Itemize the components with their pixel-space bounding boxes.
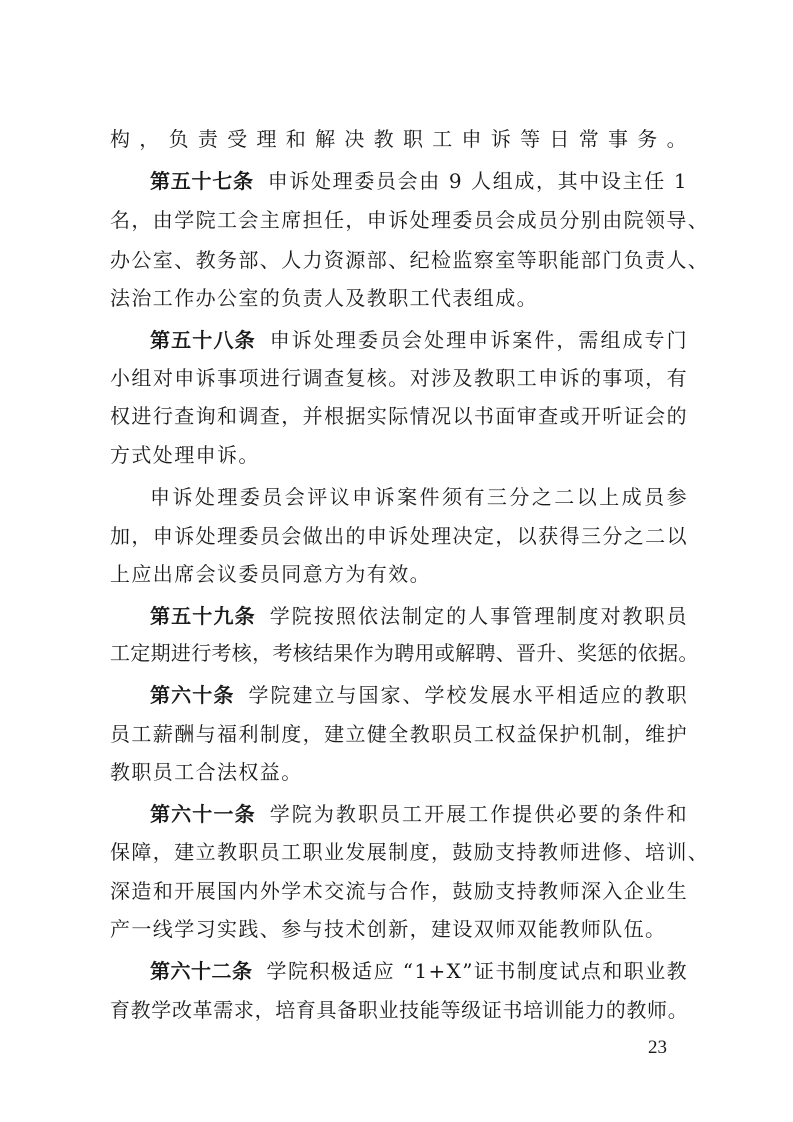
line-text: 学院建立与国家、学校发展水平相适应的教职: [248, 683, 689, 707]
article-58-heading-line: [150, 325, 688, 355]
line-text: 工定期进行考核，考核结果作为聘用或解聘、晋升、奖惩的依据。: [110, 641, 699, 665]
line-text: 申诉处理委员会处理申诉案件，需组成专门: [269, 328, 689, 352]
paragraph-line: [110, 719, 688, 749]
line-text: 申诉处理委员会评议申诉案件须有三分之二以上成员参: [150, 485, 688, 509]
article-57-heading-line: [150, 166, 688, 196]
line-text: 办公室、教务部、人力资源部、纪检监察室等职能部门负责人、: [110, 248, 710, 272]
article-59-heading-line: [150, 601, 688, 631]
line-text: 产一线学习实践、参与技术创新，建设双师双能教师队伍。: [110, 917, 667, 941]
paragraph-line: [110, 837, 710, 867]
paragraph-line: [110, 245, 710, 275]
article-number-57: 第五十七条: [150, 169, 254, 193]
paragraph-line: [150, 482, 688, 512]
line-text: 方式处理申诉。: [110, 443, 260, 467]
line-text: 构，负责受理和解决教职工申诉等日常事务。: [110, 127, 688, 151]
page-number: 23: [648, 1037, 667, 1058]
article-number-58: 第五十八条: [150, 328, 256, 352]
line-text: 学院为教职员工开展工作提供必要的条件和: [269, 802, 689, 826]
line-text: 名，由学院工会主席担任，申诉处理委员会成员分别由院领导、: [110, 208, 710, 232]
paragraph-line: [110, 995, 688, 1025]
paragraph-line: [110, 205, 710, 235]
line-text: 法治工作办公室的负责人及教职工代表组成。: [110, 286, 538, 310]
paragraph-line: [110, 440, 688, 470]
line-text: 员工薪酬与福利制度，建立健全教职员工权益保护机制，维护: [110, 722, 688, 746]
line-text: 育教学改革需求，培育具备职业技能等级证书培训能力的教师。: [110, 998, 688, 1022]
paragraph-line: [110, 638, 699, 668]
line-text: 权进行查询和调查，并根据实际情况以书面审查或开听证会的: [110, 404, 688, 428]
article-62-heading-line: [150, 956, 688, 986]
line-text: 申诉处理委员会由 9 人组成，其中设主任 1: [267, 169, 688, 193]
article-number-60: 第六十条: [150, 683, 235, 707]
article-number-62: 第六十二条: [150, 959, 253, 983]
line-text: 深造和开展国内外学术交流与合作，鼓励支持教师深入企业生: [110, 879, 688, 903]
line-text: 教职员工合法权益。: [110, 760, 303, 784]
paragraph-line: [110, 876, 688, 906]
article-number-61: 第六十一条: [150, 802, 256, 826]
paragraph-line: [110, 283, 688, 313]
line-text: 学院按照依法制定的人事管理制度对教职员: [269, 604, 689, 628]
line-text: 加，申诉处理委员会做出的申诉处理决定，以获得三分之二以: [110, 524, 688, 548]
paragraph-line: [110, 757, 688, 787]
paragraph-line: [110, 521, 688, 551]
paragraph-line: [110, 559, 688, 589]
article-60-heading-line: [150, 680, 688, 710]
paragraph-line: [110, 914, 688, 944]
article-61-heading-line: [150, 799, 688, 829]
line-text: 保障，建立教职员工职业发展制度，鼓励支持教师进修、培训、: [110, 840, 710, 864]
paragraph-line: [110, 401, 688, 431]
paragraph-line: [110, 363, 688, 393]
article-number-59: 第五十九条: [150, 604, 256, 628]
line-text: 学院积极适应 “1+X”证书制度试点和职业教: [266, 959, 689, 983]
line-text: 上应出席会议委员同意方为有效。: [110, 562, 431, 586]
paragraph-line: [110, 124, 688, 154]
line-text: 小组对申诉事项进行调查复核。对涉及教职工申诉的事项，有: [110, 366, 688, 390]
